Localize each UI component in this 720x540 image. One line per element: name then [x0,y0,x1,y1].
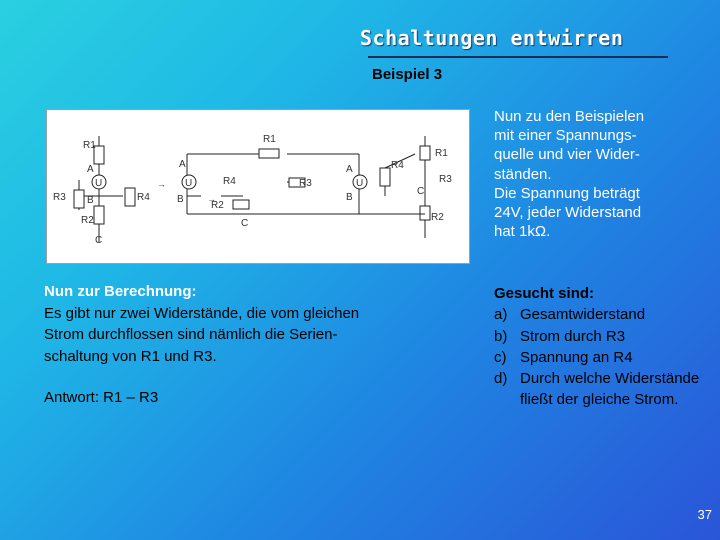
label-u-3: U [356,178,364,189]
label-r3: R3 [53,192,66,203]
page-number: 37 [697,507,712,522]
intro-line: 24V, jeder Widerstand [494,204,642,222]
label-a-1: A [87,164,94,175]
label-r2-3: R2 [431,212,444,223]
label-a-3: A [346,164,353,175]
intro-line: Die Spannung beträgt [494,184,640,202]
label-u-1: U [95,178,103,189]
question-text: Gesamtwiderstand [520,306,646,324]
label-b-2: B [177,194,184,205]
intro-line: Nun zu den Beispielen [494,108,645,125]
label-r1: R1 [83,140,96,151]
question-text: Durch welche Widerstände fließt der gleiche Strom. [520,370,700,409]
label-r4-2: R4 [223,176,236,187]
label-a-2: A [179,159,186,170]
calculation-line: Es gibt nur zwei Widerstände, die vom gleichen [44,304,360,322]
label-r2: R2 [81,215,94,226]
circuit-diagram [46,109,470,264]
calculation-heading: Nun zur Berechnung: [44,283,197,300]
intro-line: ständen. [494,165,552,183]
label-b-1: B [87,195,94,206]
circuit-svg [47,110,469,263]
label-r3-3: R3 [439,174,452,185]
svg-text:→: → [207,194,216,204]
title-underline [368,56,668,58]
question-marker: b) [494,327,508,345]
label-r4-3: R4 [391,160,404,171]
question-marker: a) [494,306,508,324]
question-text: Strom durch R3 [520,327,626,345]
label-r4: R4 [137,192,150,203]
question-item [494,347,704,368]
question-item [494,304,704,325]
slide-subtitle: Beispiel 3 [372,66,443,83]
calculation-text [44,281,464,367]
questions-list [494,304,704,410]
questions-heading: Gesucht sind: [494,285,595,302]
label-r1-2: R1 [263,134,276,145]
question-text: Spannung an R4 [520,348,633,366]
label-c-1: C [95,235,103,246]
label-c-2: C [241,218,249,229]
intro-text [494,107,694,241]
label-r3-2: R3 [299,178,312,189]
question-item [494,368,704,411]
label-r1-3: R1 [435,148,448,159]
label-u-2: U [185,178,193,189]
question-marker: c) [494,348,507,366]
label-c-3: C [417,186,425,197]
question-marker: d) [494,370,508,388]
intro-line: hat 1kΩ. [494,223,551,241]
calculation-line: schaltung von R1 und R3. [44,347,217,365]
calculation-line: Strom durchflossen sind nämlich die Serien- [44,326,338,343]
label-r2-2: R2 [211,200,224,211]
svg-text:→: → [157,179,166,189]
slide-title: Schaltungen entwirren [360,26,624,50]
intro-line: quelle und vier Wider- [494,146,640,164]
label-b-3: B [346,192,353,203]
intro-line: mit einer Spannungs- [494,127,637,145]
answer-text: Antwort: R1 – R3 [44,389,159,406]
questions-block [494,283,704,411]
question-item [494,326,704,347]
